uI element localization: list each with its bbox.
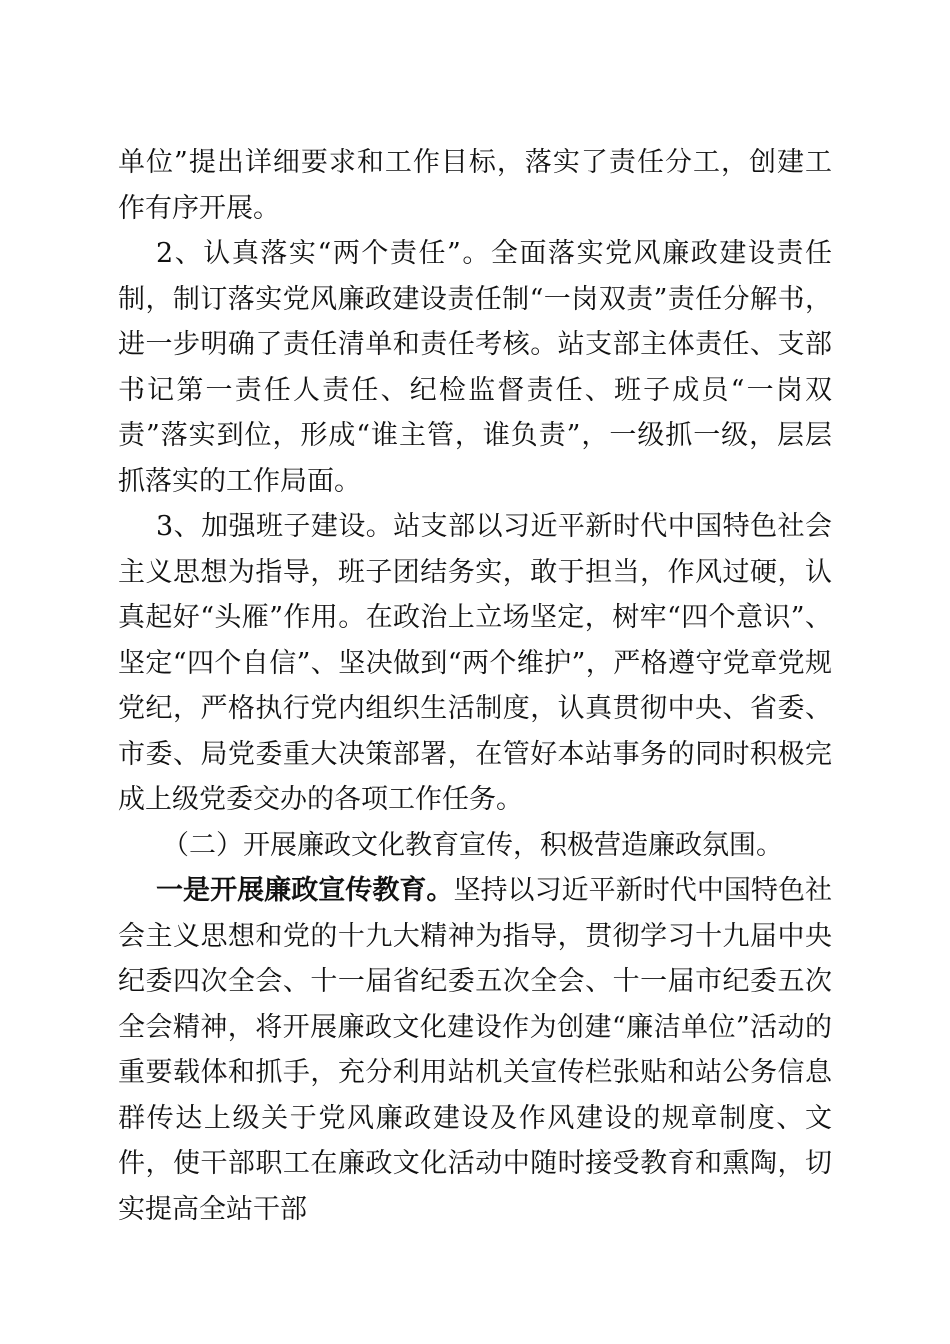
- paragraph-two-responsibilities: 2、认真落实“两个责任”。全面落实党风廉政建设责任制，制订落实党风廉政建设责任制“一岗双责”责任分解书，进一步明确了责任清单和责任考核。站支部主体责任、支部书记第一责任人责任、纪检监督责任、班子成员“一岗双责”落实到位，形成“谁主管，谁负责”，一级抓一级，层层抓落实的工作局面。: [118, 238, 832, 497]
- paragraph-integrity-education: [118, 868, 832, 1232]
- document-body: [118, 140, 832, 1232]
- section-heading-two: （二）开展廉政文化教育宣传，积极营造廉政氛围。: [162, 829, 783, 861]
- paragraph-continuation: 单位”提出详细要求和工作目标，落实了责任分工，创建工作有序开展。: [118, 147, 832, 224]
- paragraph-lead: 一是开展廉政宣传教育。: [156, 875, 454, 906]
- paragraph-body: 坚持以习近平新时代中国特色社会主义思想和党的十九大精神为指导，贯彻学习十九届中央纪委四次全会、十一届省纪委五次全会、十一届市纪委五次全会精神，将开展廉政文化建设作为创建“廉洁单位”活动的重要载体和抓手，充分利用站机关宣传栏张贴和站公务信息群传达上级关于党风廉政建设及作风建设的规章制度、文件，使干部职工在廉政文化活动中随时接受教育和熏陶，切实提高全站干部: [118, 875, 833, 1225]
- paragraph-team-building: 3、加强班子建设。站支部以习近平新时代中国特色社会主义思想为指导，班子团结务实，敢于担当，作风过硬，认真起好“头雁”作用。在政治上立场坚定，树牢“四个意识”、坚定“四个自信”、坚决做到“两个维护”，严格遵守党章党规党纪，严格执行党内组织生活制度，认真贯彻中央、省委、市委、局党委重大决策部署，在管好本站事务的同时积极完成上级党委交办的各项工作任务。: [118, 511, 832, 815]
